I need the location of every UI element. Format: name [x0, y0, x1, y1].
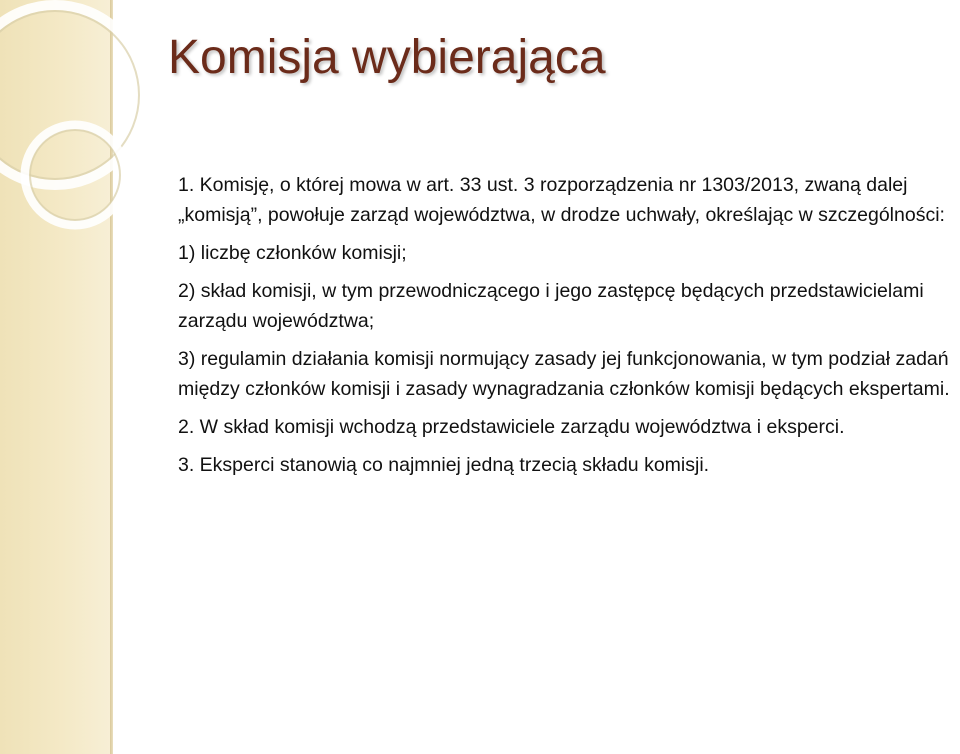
paragraph-3: 2) skład komisji, w tym przewodniczącego i jego zastępcę będących przedstawicielami zarządu województwa;: [178, 280, 924, 332]
paragraph-6: 3. Eksperci stanowią co najmniej jedną trzecią składu komisji.: [178, 454, 710, 476]
paragraph-5: 2. W skład komisji wchodzą przedstawiciele zarządu województwa i eksperci.: [178, 416, 845, 438]
paragraph-1: 1. Komisję, o której mowa w art. 33 ust. 3 rozporządzenia nr 1303/2013, zwaną dalej „komisją”, powołuje zarząd województwa, w drodze uchwały, określając w szczególności:: [178, 174, 945, 226]
ring-inner: [25, 125, 125, 225]
paragraph-4: 3) regulamin działania komisji normujący zasady jej funkcjonowania, w tym podział zadań między członków komisji i zasady wynagradzania członków komisji będących ekspertami.: [178, 348, 950, 400]
ring-inner-shadow: [30, 130, 120, 220]
paragraph-2: 1) liczbę członków komisji;: [178, 242, 407, 264]
slide-title: Komisja wybierająca: [168, 31, 606, 84]
slide-body: [178, 170, 953, 488]
